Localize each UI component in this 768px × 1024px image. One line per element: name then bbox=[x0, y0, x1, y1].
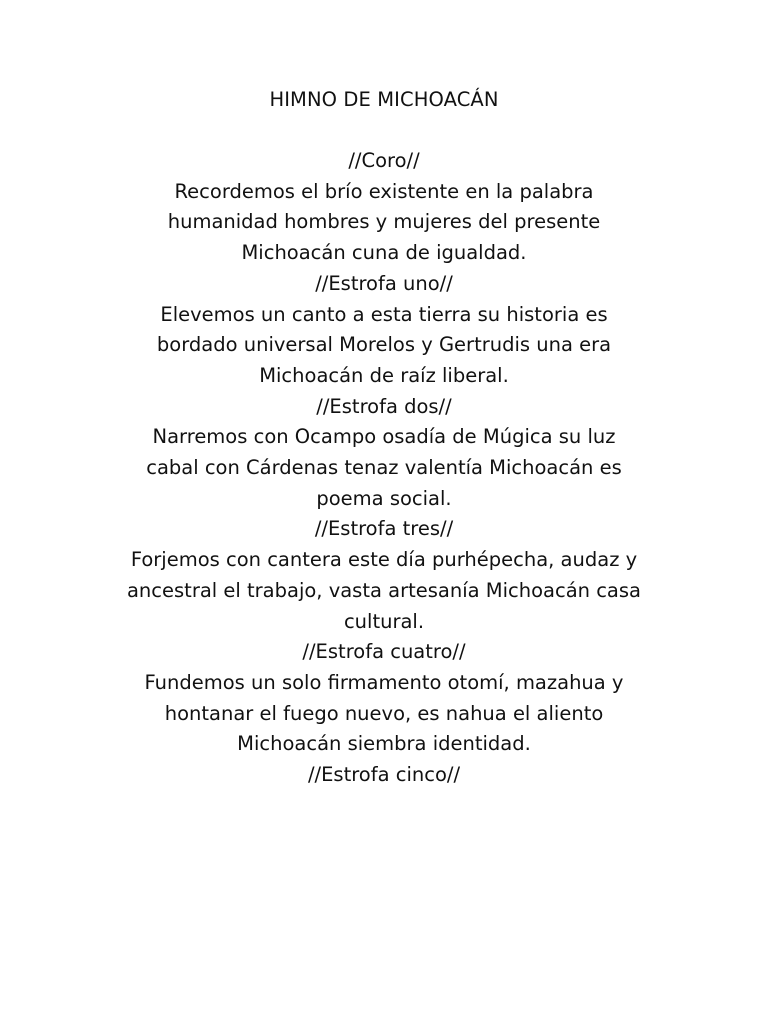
lyric-line: Forjemos con cantera este día purhépecha, audaz y bbox=[130, 548, 638, 572]
lyric-line: poema social. bbox=[316, 486, 452, 510]
section-heading-estrofa-cinco: //Estrofa cinco// bbox=[307, 763, 461, 787]
section-heading-estrofa-uno: //Estrofa uno// bbox=[315, 271, 453, 295]
document-title: HIMNO DE MICHOACÁN bbox=[269, 88, 499, 111]
lyric-line: bordado universal Morelos y Gertrudis una era bbox=[156, 333, 612, 357]
document-body bbox=[84, 146, 684, 791]
lyric-line: cultural. bbox=[343, 609, 425, 633]
lyric-line: humanidad hombres y mujeres del presente bbox=[167, 210, 601, 234]
section-heading-estrofa-tres: //Estrofa tres// bbox=[314, 517, 454, 541]
section-heading-estrofa-dos: //Estrofa dos// bbox=[316, 394, 452, 418]
section-heading-coro: //Coro// bbox=[348, 149, 420, 172]
lyric-line: Michoacán de raíz liberal. bbox=[259, 363, 509, 387]
lyric-line: Michoacán siembra identidad. bbox=[237, 732, 531, 756]
lyric-line: Narremos con Ocampo osadía de Múgica su luz bbox=[152, 425, 616, 449]
lyric-line: Fundemos un solo firmamento otomí, mazahua y bbox=[144, 670, 624, 694]
lyric-line: Michoacán cuna de igualdad. bbox=[241, 241, 527, 265]
lyric-line: Elevemos un canto a esta tierra su historia es bbox=[160, 302, 608, 326]
section-heading-estrofa-cuatro: //Estrofa cuatro// bbox=[302, 640, 466, 664]
lyric-line: ancestral el trabajo, vasta artesanía Michoacán casa bbox=[126, 578, 641, 602]
lyric-line: cabal con Cárdenas tenaz valentía Michoacán es bbox=[146, 456, 622, 480]
lyric-line: hontanar el fuego nuevo, es nahua el aliento bbox=[164, 701, 604, 725]
lyric-line: Recordemos el brío existente en la palabra bbox=[174, 179, 594, 203]
